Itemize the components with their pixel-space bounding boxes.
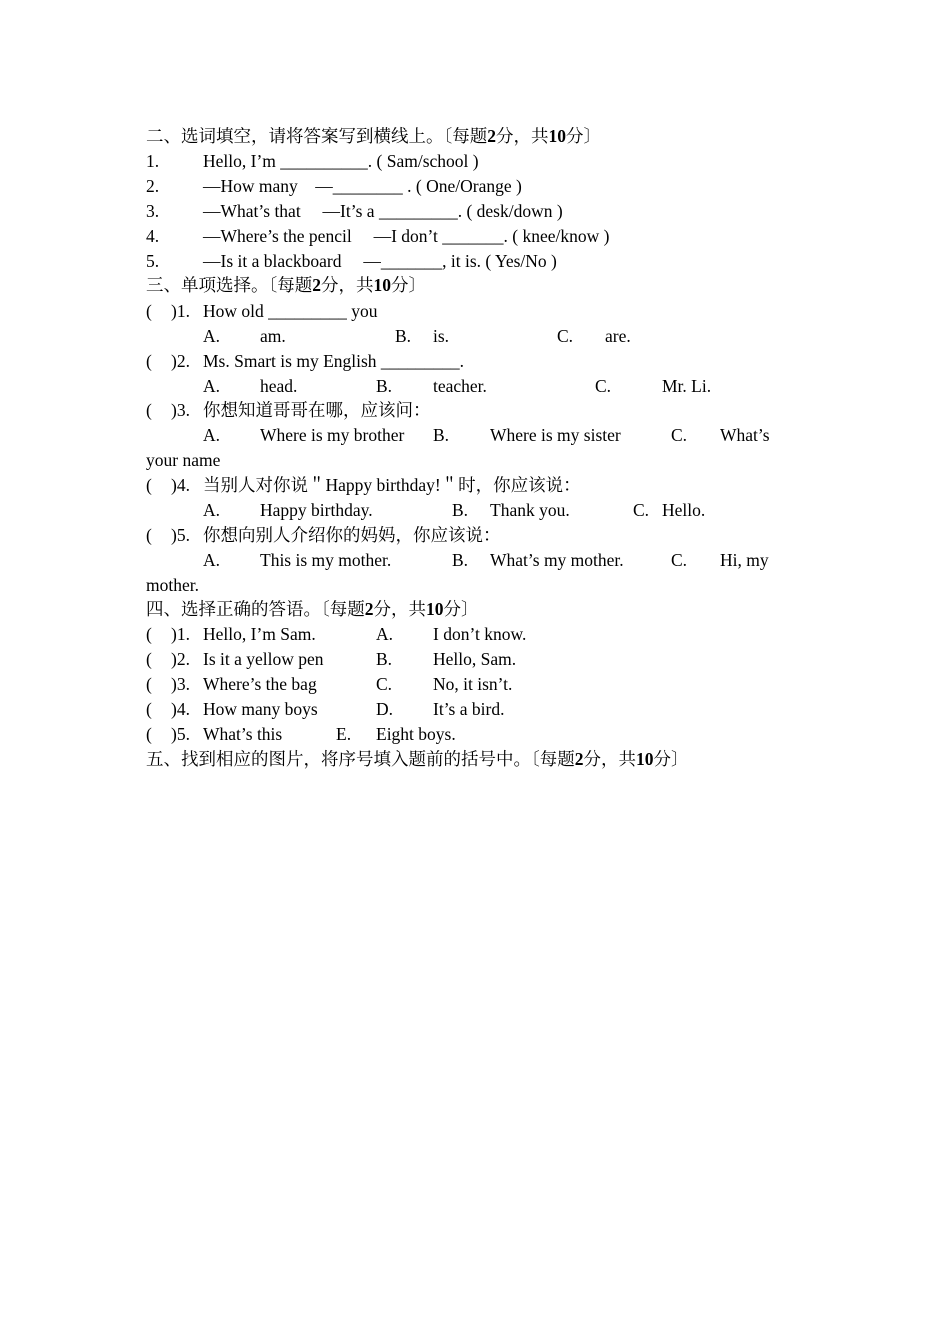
- s4-row4-answer: It’s a bird.: [433, 699, 505, 719]
- s3-q2-number: )2.: [171, 351, 190, 371]
- s3-q3-b: Where is my sister: [490, 425, 621, 445]
- s4-row5-label: E.: [336, 724, 352, 744]
- s3-q1-b: is.: [433, 326, 450, 346]
- s2-item5-text: —Is it a blackboard —_______, it is. ( Yes/No ): [203, 251, 557, 271]
- s4-row1-question: Hello, I’m Sam.: [203, 624, 316, 644]
- s3-q4-b-label: B.: [452, 500, 469, 520]
- section3-heading: 三、单项选择。〔每题2分，共10分〕: [146, 275, 426, 295]
- answer-paren: (: [146, 724, 152, 744]
- s4-row5-question: What’s this: [203, 724, 283, 744]
- answer-paren: (: [146, 301, 152, 321]
- s3-q5-b: What’s my mother.: [490, 550, 624, 570]
- s2-item2-text: —How many —________ . ( One/Orange ): [203, 176, 522, 196]
- s3-q1-a: am.: [260, 326, 286, 346]
- answer-paren: (: [146, 624, 152, 644]
- s3-q3-wrap: your name: [146, 450, 221, 470]
- s3-q3-c: What’s: [720, 425, 770, 445]
- answer-paren: (: [146, 400, 152, 420]
- s3-q2-b: teacher.: [433, 376, 487, 396]
- s3-q4-number: )4.: [171, 475, 190, 495]
- s2-item1-text: Hello, I’m __________. ( Sam/school ): [203, 151, 479, 171]
- s3-q3-b-label: B.: [433, 425, 450, 445]
- s3-q1-text: How old _________ you: [203, 301, 378, 321]
- s4-row2-question: Is it a yellow pen: [203, 649, 324, 669]
- s3-q5-wrap: mother.: [146, 575, 199, 595]
- answer-paren: (: [146, 525, 152, 545]
- s4-row3-answer: No, it isn’t.: [433, 674, 513, 694]
- s2-item1-number: 1.: [146, 151, 160, 171]
- s3-q1-c-label: C.: [557, 326, 574, 346]
- s3-q2-c-label: C.: [595, 376, 612, 396]
- answer-paren: (: [146, 699, 152, 719]
- s3-q5-a-label: A.: [203, 550, 221, 570]
- s2-item2-number: 2.: [146, 176, 160, 196]
- answer-paren: (: [146, 351, 152, 371]
- s4-row3-number: )3.: [171, 674, 190, 694]
- s4-row2-answer: Hello, Sam.: [433, 649, 517, 669]
- s4-row1-number: )1.: [171, 624, 190, 644]
- s3-q3-a: Where is my brother: [260, 425, 405, 445]
- s3-q1-b-label: B.: [395, 326, 412, 346]
- s4-row3-label: C.: [376, 674, 393, 694]
- s3-q2-b-label: B.: [376, 376, 393, 396]
- s3-q2-c: Mr. Li.: [662, 376, 712, 396]
- s3-q5-b-label: B.: [452, 550, 469, 570]
- s3-q2-a: head.: [260, 376, 298, 396]
- s4-row1-label: A.: [376, 624, 394, 644]
- s3-q5-c-label: C.: [671, 550, 688, 570]
- section5-heading: 五、找到相应的图片，将序号填入题前的括号中。〔每题2分，共10分〕: [146, 749, 689, 769]
- answer-paren: (: [146, 649, 152, 669]
- s3-q2-text: Ms. Smart is my English _________.: [203, 351, 465, 371]
- s4-row1-answer: I don’t know.: [433, 624, 527, 644]
- s3-q1-number: )1.: [171, 301, 190, 321]
- s4-row3-question: Where’s the bag: [203, 674, 317, 694]
- section4-heading: 四、选择正确的答语。〔每题2分，共10分〕: [146, 599, 479, 619]
- s3-q4-a-label: A.: [203, 500, 221, 520]
- s4-row5-answer: Eight boys.: [376, 724, 456, 744]
- s2-item3-text: —What’s that —It’s a _________. ( desk/down ): [203, 201, 563, 221]
- s3-q4-b: Thank you.: [490, 500, 570, 520]
- s4-row4-question: How many boys: [203, 699, 318, 719]
- s3-q3-text: 你想知道哥哥在哪，应该问：: [203, 400, 431, 420]
- answer-paren: (: [146, 475, 152, 495]
- s3-q5-c: Hi, my: [720, 550, 769, 570]
- s2-item5-number: 5.: [146, 251, 160, 271]
- s4-row4-label: D.: [376, 699, 394, 719]
- section2-heading: 二、选词填空，请将答案写到横线上。〔每题2分，共10分〕: [146, 126, 601, 146]
- s4-row2-label: B.: [376, 649, 393, 669]
- s2-item4-number: 4.: [146, 226, 160, 246]
- s3-q5-number: )5.: [171, 525, 190, 545]
- s3-q4-a: Happy birthday.: [260, 500, 373, 520]
- s3-q3-c-label: C.: [671, 425, 688, 445]
- answer-paren: (: [146, 674, 152, 694]
- s3-q5-text: 你想向别人介绍你的妈妈，你应该说：: [203, 525, 501, 545]
- s4-row2-number: )2.: [171, 649, 190, 669]
- s2-item4-text: —Where’s the pencil —I don’t _______. ( knee/know ): [203, 226, 610, 246]
- s3-q5-a: This is my mother.: [260, 550, 392, 570]
- s3-q4-text: 当别人对你说＂Happy birthday!＂时，你应该说：: [203, 475, 581, 495]
- s3-q1-c: are.: [605, 326, 631, 346]
- s3-q1-a-label: A.: [203, 326, 221, 346]
- s4-row5-number: )5.: [171, 724, 190, 744]
- s4-row4-number: )4.: [171, 699, 190, 719]
- s3-q2-a-label: A.: [203, 376, 221, 396]
- s3-q3-a-label: A.: [203, 425, 221, 445]
- s2-item3-number: 3.: [146, 201, 160, 221]
- s3-q4-c: Hello.: [662, 500, 706, 520]
- s3-q4-c-label: C.: [633, 500, 650, 520]
- s3-q3-number: )3.: [171, 400, 190, 420]
